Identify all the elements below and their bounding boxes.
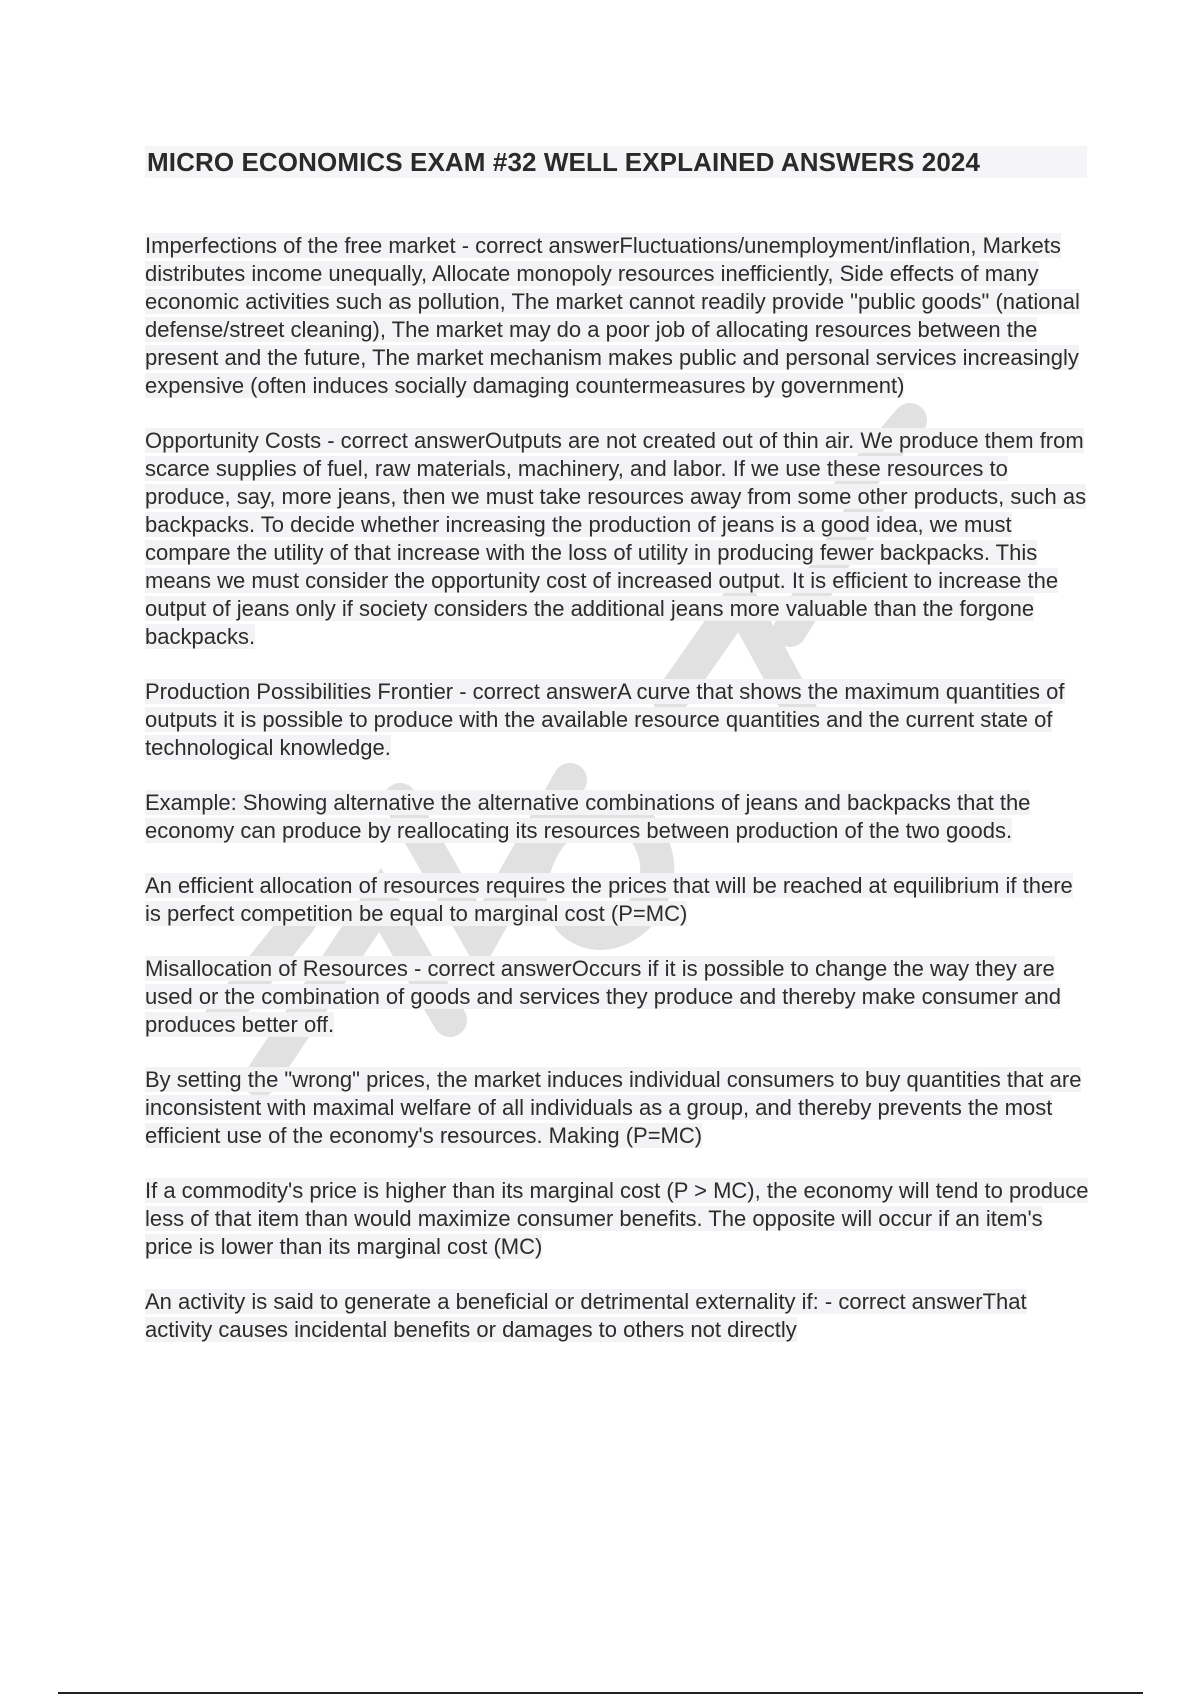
paragraph-imperfections-free-market: Imperfections of the free market - correct answerFluctuations/unemployment/inflation, Markets distributes income unequally, Allocate monopoly resources inefficiently, Side effects of many economic activities such as pollution, The market cannot readily provide "public goods" (national defense/street cleaning), The market may do a poor job of allocating resources between the present and the future, The market mechanism makes public and personal services increasingly expensive (often induces socially damaging countermeasures by government): [145, 233, 1080, 398]
paragraph-opportunity-costs: Opportunity Costs - correct answerOutputs are not created out of thin air. We produce them from scarce supplies of fuel, raw materials, machinery, and labor. If we use these resources to produce, say, more jeans, then we must take resources away from some other products, such as backpacks. To decide whether increasing the production of jeans is a good idea, we must compare the utility of that increase with the loss of utility in producing fewer backpacks. This means we must consider the opportunity cost of increased output. It is efficient to increase the output of jeans only if society considers the additional jeans more valuable than the forgone backpacks.: [145, 428, 1087, 649]
document-body: [145, 232, 1090, 1371]
paragraph-example-jeans-backpacks: Example: Showing alternative the alternative combinations of jeans and backpacks that the economy can produce by reallocating its resources between production of the two goods.: [145, 790, 1031, 843]
paragraph-misallocation-of-resources: Misallocation of Resources - correct answerOccurs if it is possible to change the way they are used or the combination of goods and services they produce and thereby make consumer and produces better off.: [145, 956, 1061, 1037]
paragraph-wrong-prices: By setting the "wrong" prices, the market induces individual consumers to buy quantities that are inconsistent with maximal welfare of all individuals as a group, and thereby prevents the most efficient use of the economy's resources. Making (P=MC): [145, 1067, 1082, 1148]
paragraph-price-above-marginal-cost: If a commodity's price is higher than its marginal cost (P > MC), the economy will tend to produce less of that item than would maximize consumer benefits. The opposite will occur if an item's price is lower than its marginal cost (MC): [145, 1178, 1089, 1259]
paragraph-production-possibilities-frontier: Production Possibilities Frontier - correct answerA curve that shows the maximum quantities of outputs it is possible to produce with the available resource quantities and the current state of technological knowledge.: [145, 679, 1065, 760]
paragraph-externality: An activity is said to generate a beneficial or detrimental externality if: - correct answerThat activity causes incidental benefits or damages to others not directly: [145, 1289, 1027, 1342]
document-title: MICRO ECONOMICS EXAM #32 WELL EXPLAINED ANSWERS 2024: [145, 146, 1087, 178]
paragraph-efficient-allocation: An efficient allocation of resources requires the prices that will be reached at equilibrium if there is perfect competition be equal to marginal cost (P=MC): [145, 873, 1073, 926]
page-bottom-rule: [58, 1692, 1143, 1694]
